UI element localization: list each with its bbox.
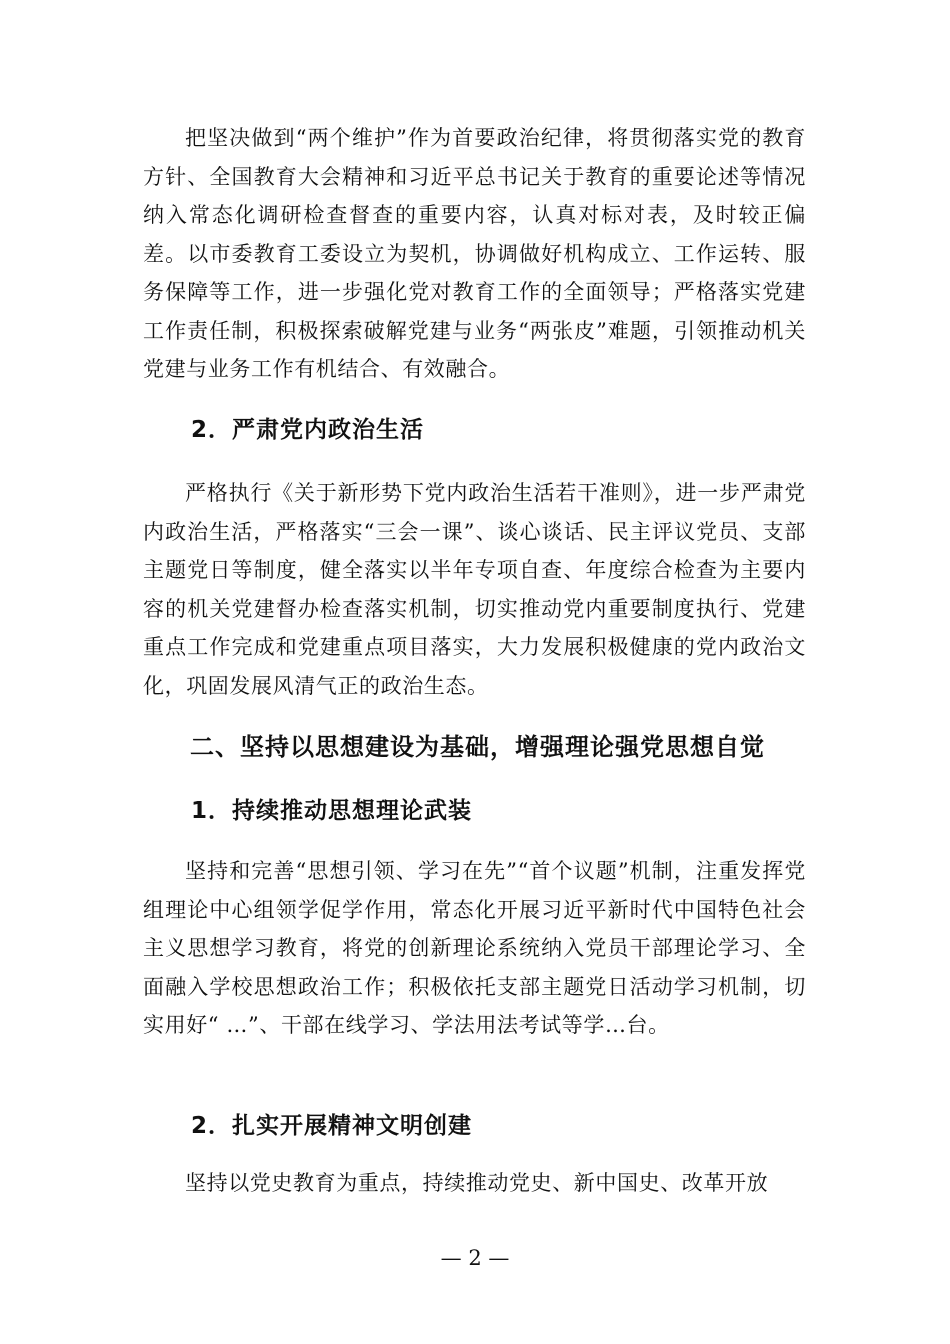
section-heading-political-life: 2．严肃党内政治生活 <box>191 417 425 443</box>
paragraph-theory-armament <box>143 852 806 1045</box>
paragraph-political-life <box>143 474 806 705</box>
paragraph-text: 把坚决做到“两个维护”作为首要政治纪律，将贯彻落实党的教育方针、全国教育大会精神和习近平总书记关于教育的重要论述等情况纳入常态化调研检查督查的重要内容，认真对标对表，及时较正偏差。以市委教育工委设立为契机，协调做好机构成立、工作运转、服务保障等工作，进一步强化党对教育工作的全面领导；严格落实党建工作责任制，积极探索破解党建与业务“两张皮”难题，引领推动机关党建与业务工作有机结合、有效融合。 <box>143 126 806 381</box>
page-number: — 2 — <box>440 1246 510 1270</box>
paragraph-civilization <box>143 1164 806 1203</box>
paragraph-party-discipline <box>143 119 806 389</box>
paragraph-text: 坚持以党史教育为重点，持续推动党史、新中国史、改革开放 <box>185 1171 769 1195</box>
section-heading-civilization: 2．扎实开展精神文明创建 <box>191 1113 473 1139</box>
paragraph-text: 坚持和完善“思想引领、学习在先”“首个议题”机制，注重发挥党组理论中心组领学促学作用，常态化开展习近平新时代中国特色社会主义思想学习教育，将党的创新理论系统纳入党员干部理论学习、全面融入学校思想政治工作；积极依托支部主题党日活动学习机制，切实用好“ …”、干部在线学习、学法用法考试等学…台。 <box>143 859 806 1037</box>
chapter-heading-ideology: 二、坚持以思想建设为基础，增强理论强党思想自觉 <box>190 733 765 761</box>
paragraph-text: 严格执行《关于新形势下党内政治生活若干准则》，进一步严肃党内政治生活，严格落实“三会一课”、谈心谈话、民主评议党员、支部主题党日等制度，健全落实以半年专项自查、年度综合检查为主要内容的机关党建督办检查落实机制，切实推动党内重要制度执行、党建重点工作完成和党建重点项目落实，大力发展积极健康的党内政治文化，巩固发展风清气正的政治生态。 <box>143 481 806 698</box>
section-heading-theory-armament: 1．持续推动思想理论武装 <box>191 798 473 824</box>
